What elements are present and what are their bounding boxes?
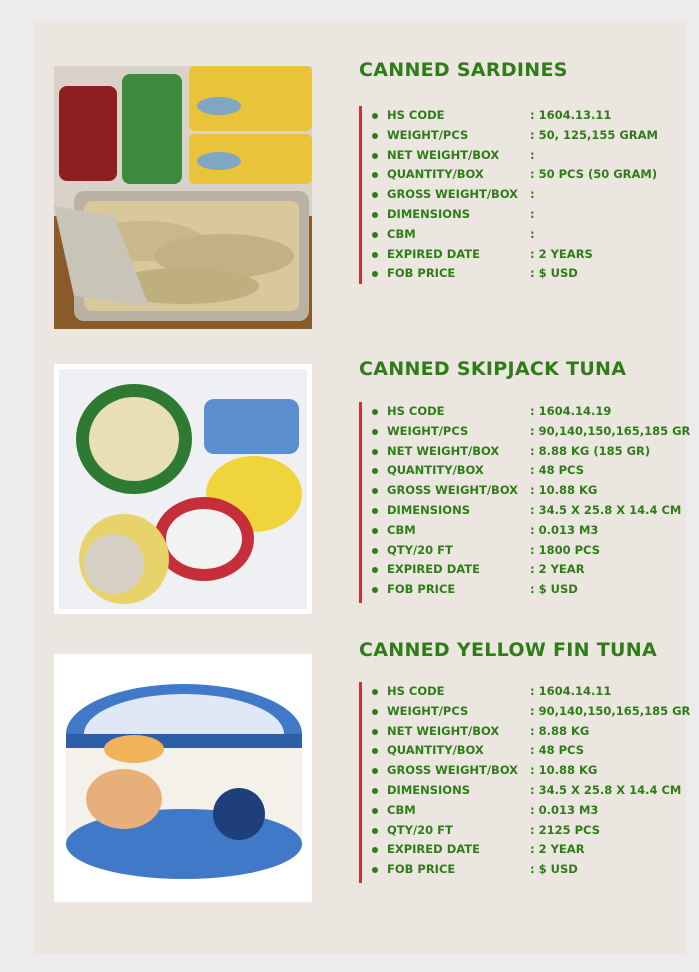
bullet-icon — [372, 409, 378, 415]
spec-label: EXPIRED DATE — [387, 842, 480, 857]
spec-label: NET WEIGHT/BOX — [387, 147, 500, 162]
spec-label: EXPIRED DATE — [387, 562, 480, 577]
spec-label: QTY/20 FT — [387, 542, 453, 557]
spec-value: : 8.88 KG (185 GR) — [530, 443, 651, 458]
spec-value: : $ USD — [530, 582, 578, 597]
spec-label: DIMENSIONS — [387, 206, 470, 221]
bullet-icon — [372, 252, 378, 258]
bullet-icon — [372, 768, 378, 774]
spec-value: : 8.88 KG — [530, 723, 590, 738]
spec-label: WEIGHT/PCS — [387, 127, 469, 142]
spec-value: : 2125 PCS — [530, 822, 600, 837]
bullet-icon — [372, 548, 378, 554]
spec-label: FOB PRICE — [387, 862, 456, 877]
spec-label: HS CODE — [387, 108, 445, 122]
spec-label: FOB PRICE — [387, 266, 456, 281]
bullet-icon — [372, 867, 378, 873]
spec-value: : 50, 125,155 GRAM — [530, 127, 658, 142]
spec-label: GROSS WEIGHT/BOX — [387, 187, 519, 202]
spec-value: : 34.5 X 25.8 X 14.4 CM — [530, 782, 682, 797]
spec-value: : 48 PCS — [530, 463, 584, 478]
spec-value: : 50 PCS (50 GRAM) — [530, 167, 658, 182]
bullet-icon — [372, 113, 378, 119]
product-title: CANNED SARDINES — [359, 59, 568, 81]
spec-value: : $ USD — [530, 266, 578, 281]
spec-value: : 1604.13.11 — [530, 108, 612, 122]
bullet-icon — [372, 828, 378, 834]
spec-value: : 1800 PCS — [530, 542, 600, 557]
bullet-icon — [372, 192, 378, 198]
yellowfin-tuna-can-photo — [54, 654, 312, 902]
catalog-sheet — [34, 21, 691, 954]
spec-value: : 2 YEAR — [530, 842, 585, 857]
spec-list — [359, 106, 658, 284]
spec-list — [359, 682, 691, 883]
skipjack-tuna-cans-photo — [54, 364, 312, 614]
bullet-icon — [372, 709, 378, 715]
bullet-icon — [372, 449, 378, 455]
bullet-icon — [372, 587, 378, 593]
bullet-icon — [372, 488, 378, 494]
bullet-icon — [372, 133, 378, 139]
spec-value: : 0.013 M3 — [530, 522, 599, 537]
spec-label: QUANTITY/BOX — [387, 743, 484, 758]
bullet-icon — [372, 689, 378, 695]
spec-label: WEIGHT/PCS — [387, 703, 469, 718]
bullet-icon — [372, 528, 378, 534]
spec-list — [359, 402, 691, 603]
bullet-icon — [372, 271, 378, 277]
spec-value: : 1604.14.19 — [530, 404, 612, 418]
spec-value: : 2 YEARS — [530, 246, 593, 261]
spec-value: : 90,140,150,165,185 GR — [530, 423, 691, 438]
spec-value: : — [530, 147, 535, 162]
bullet-icon — [372, 729, 378, 735]
spec-value: : 10.88 KG — [530, 483, 598, 498]
spec-value: : 0.013 M3 — [530, 802, 599, 817]
spec-value: : — [530, 226, 535, 241]
bullet-icon — [372, 212, 378, 218]
spec-label: GROSS WEIGHT/BOX — [387, 483, 519, 498]
spec-label: CBM — [387, 802, 416, 817]
spec-label: FOB PRICE — [387, 582, 456, 597]
bullet-icon — [372, 153, 378, 159]
bullet-icon — [372, 748, 378, 754]
bullet-icon — [372, 808, 378, 814]
spec-value: : 10.88 KG — [530, 763, 598, 778]
bullet-icon — [372, 508, 378, 514]
spec-label: QUANTITY/BOX — [387, 463, 484, 478]
bullet-icon — [372, 468, 378, 474]
bullet-icon — [372, 429, 378, 435]
spec-label: NET WEIGHT/BOX — [387, 443, 500, 458]
spec-label: DIMENSIONS — [387, 782, 470, 797]
spec-value: : 2 YEAR — [530, 562, 585, 577]
product-title: CANNED YELLOW FIN TUNA — [359, 639, 657, 661]
spec-label: CBM — [387, 522, 416, 537]
spec-value: : — [530, 206, 535, 221]
spec-label: QUANTITY/BOX — [387, 167, 484, 182]
spec-label: DIMENSIONS — [387, 502, 470, 517]
spec-label: EXPIRED DATE — [387, 246, 480, 261]
spec-value: : $ USD — [530, 862, 578, 877]
spec-value: : — [530, 187, 535, 202]
spec-label: GROSS WEIGHT/BOX — [387, 763, 519, 778]
spec-value: : 90,140,150,165,185 GR — [530, 703, 691, 718]
spec-label: NET WEIGHT/BOX — [387, 723, 500, 738]
spec-value: : 1604.14.11 — [530, 684, 612, 698]
bullet-icon — [372, 847, 378, 853]
spec-label: WEIGHT/PCS — [387, 423, 469, 438]
bullet-icon — [372, 567, 378, 573]
spec-value: : 48 PCS — [530, 743, 584, 758]
spec-label: QTY/20 FT — [387, 822, 453, 837]
spec-label: HS CODE — [387, 684, 445, 698]
sardine-cans-photo — [54, 66, 312, 329]
bullet-icon — [372, 172, 378, 178]
product-title: CANNED SKIPJACK TUNA — [359, 358, 627, 380]
bullet-icon — [372, 232, 378, 238]
bullet-icon — [372, 788, 378, 794]
spec-value: : 34.5 X 25.8 X 14.4 CM — [530, 502, 682, 517]
spec-label: CBM — [387, 226, 416, 241]
spec-label: HS CODE — [387, 404, 445, 418]
